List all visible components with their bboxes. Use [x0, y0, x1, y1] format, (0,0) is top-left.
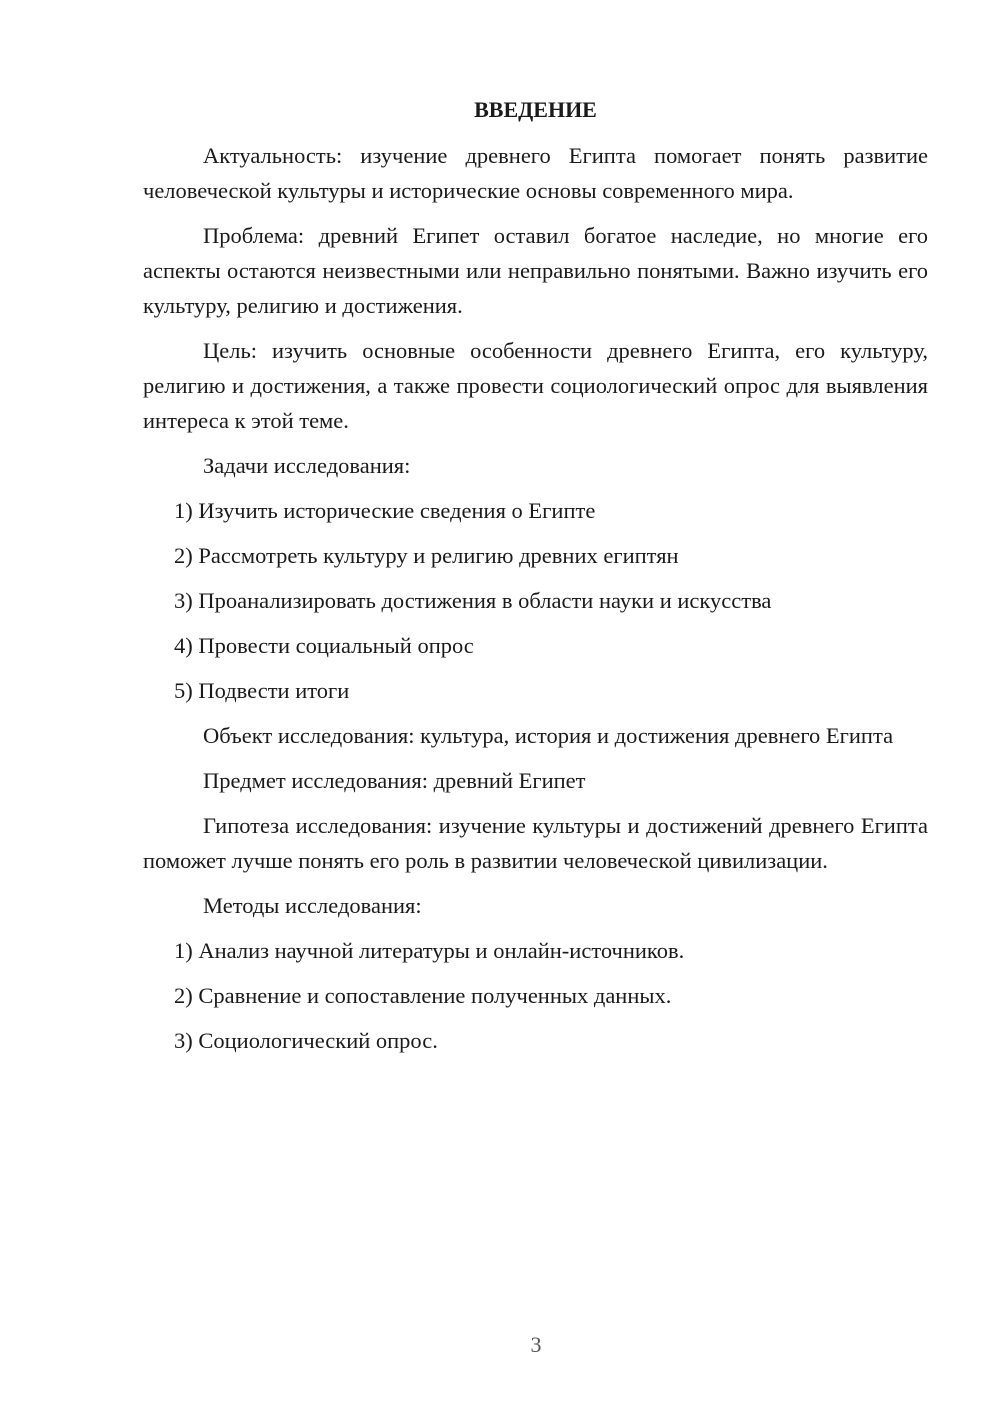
- problem-paragraph: Проблема: древний Египет оставил богатое наследие, но многие его аспекты остаются неизвестными или неправильно понятыми. Важно изучить его культуру, религию и достижения.: [143, 223, 928, 318]
- list-item: 3) Проанализировать достижения в области науки и искусства: [174, 588, 772, 613]
- page-number: 3: [530, 1332, 542, 1357]
- page-title: ВВЕДЕНИЕ: [474, 97, 597, 122]
- goal-paragraph: Цель: изучить основные особенности древнего Египта, его культуру, религию и достижения, а также провести социологический опрос для выявления интереса к этой теме.: [143, 338, 928, 433]
- list-item: 1) Изучить исторические сведения о Египте: [174, 498, 596, 523]
- tasks-heading: Задачи исследования:: [203, 453, 411, 478]
- list-item: 3) Социологический опрос.: [174, 1028, 438, 1053]
- tasks-list: [143, 493, 928, 708]
- list-item: 5) Подвести итоги: [174, 678, 350, 703]
- subject-paragraph: Предмет исследования: древний Египет: [203, 768, 586, 793]
- relevance-paragraph: Актуальность: изучение древнего Египта помогает понять развитие человеческой культуры и исторические основы современного мира.: [143, 143, 928, 203]
- document-page: [143, 92, 928, 1068]
- methods-heading: Методы исследования:: [203, 893, 422, 918]
- list-item: 2) Рассмотреть культуру и религию древних египтян: [174, 543, 679, 568]
- object-paragraph: Объект исследования: культура, история и достижения древнего Египта: [203, 723, 894, 748]
- list-item: 4) Провести социальный опрос: [174, 633, 474, 658]
- methods-list: [143, 933, 928, 1058]
- hypothesis-paragraph: Гипотеза исследования: изучение культуры и достижений древнего Египта поможет лучше понять его роль в развитии человеческой цивилизации.: [143, 813, 928, 873]
- list-item: 2) Сравнение и сопоставление полученных данных.: [174, 983, 672, 1008]
- list-item: 1) Анализ научной литературы и онлайн-источников.: [174, 938, 685, 963]
